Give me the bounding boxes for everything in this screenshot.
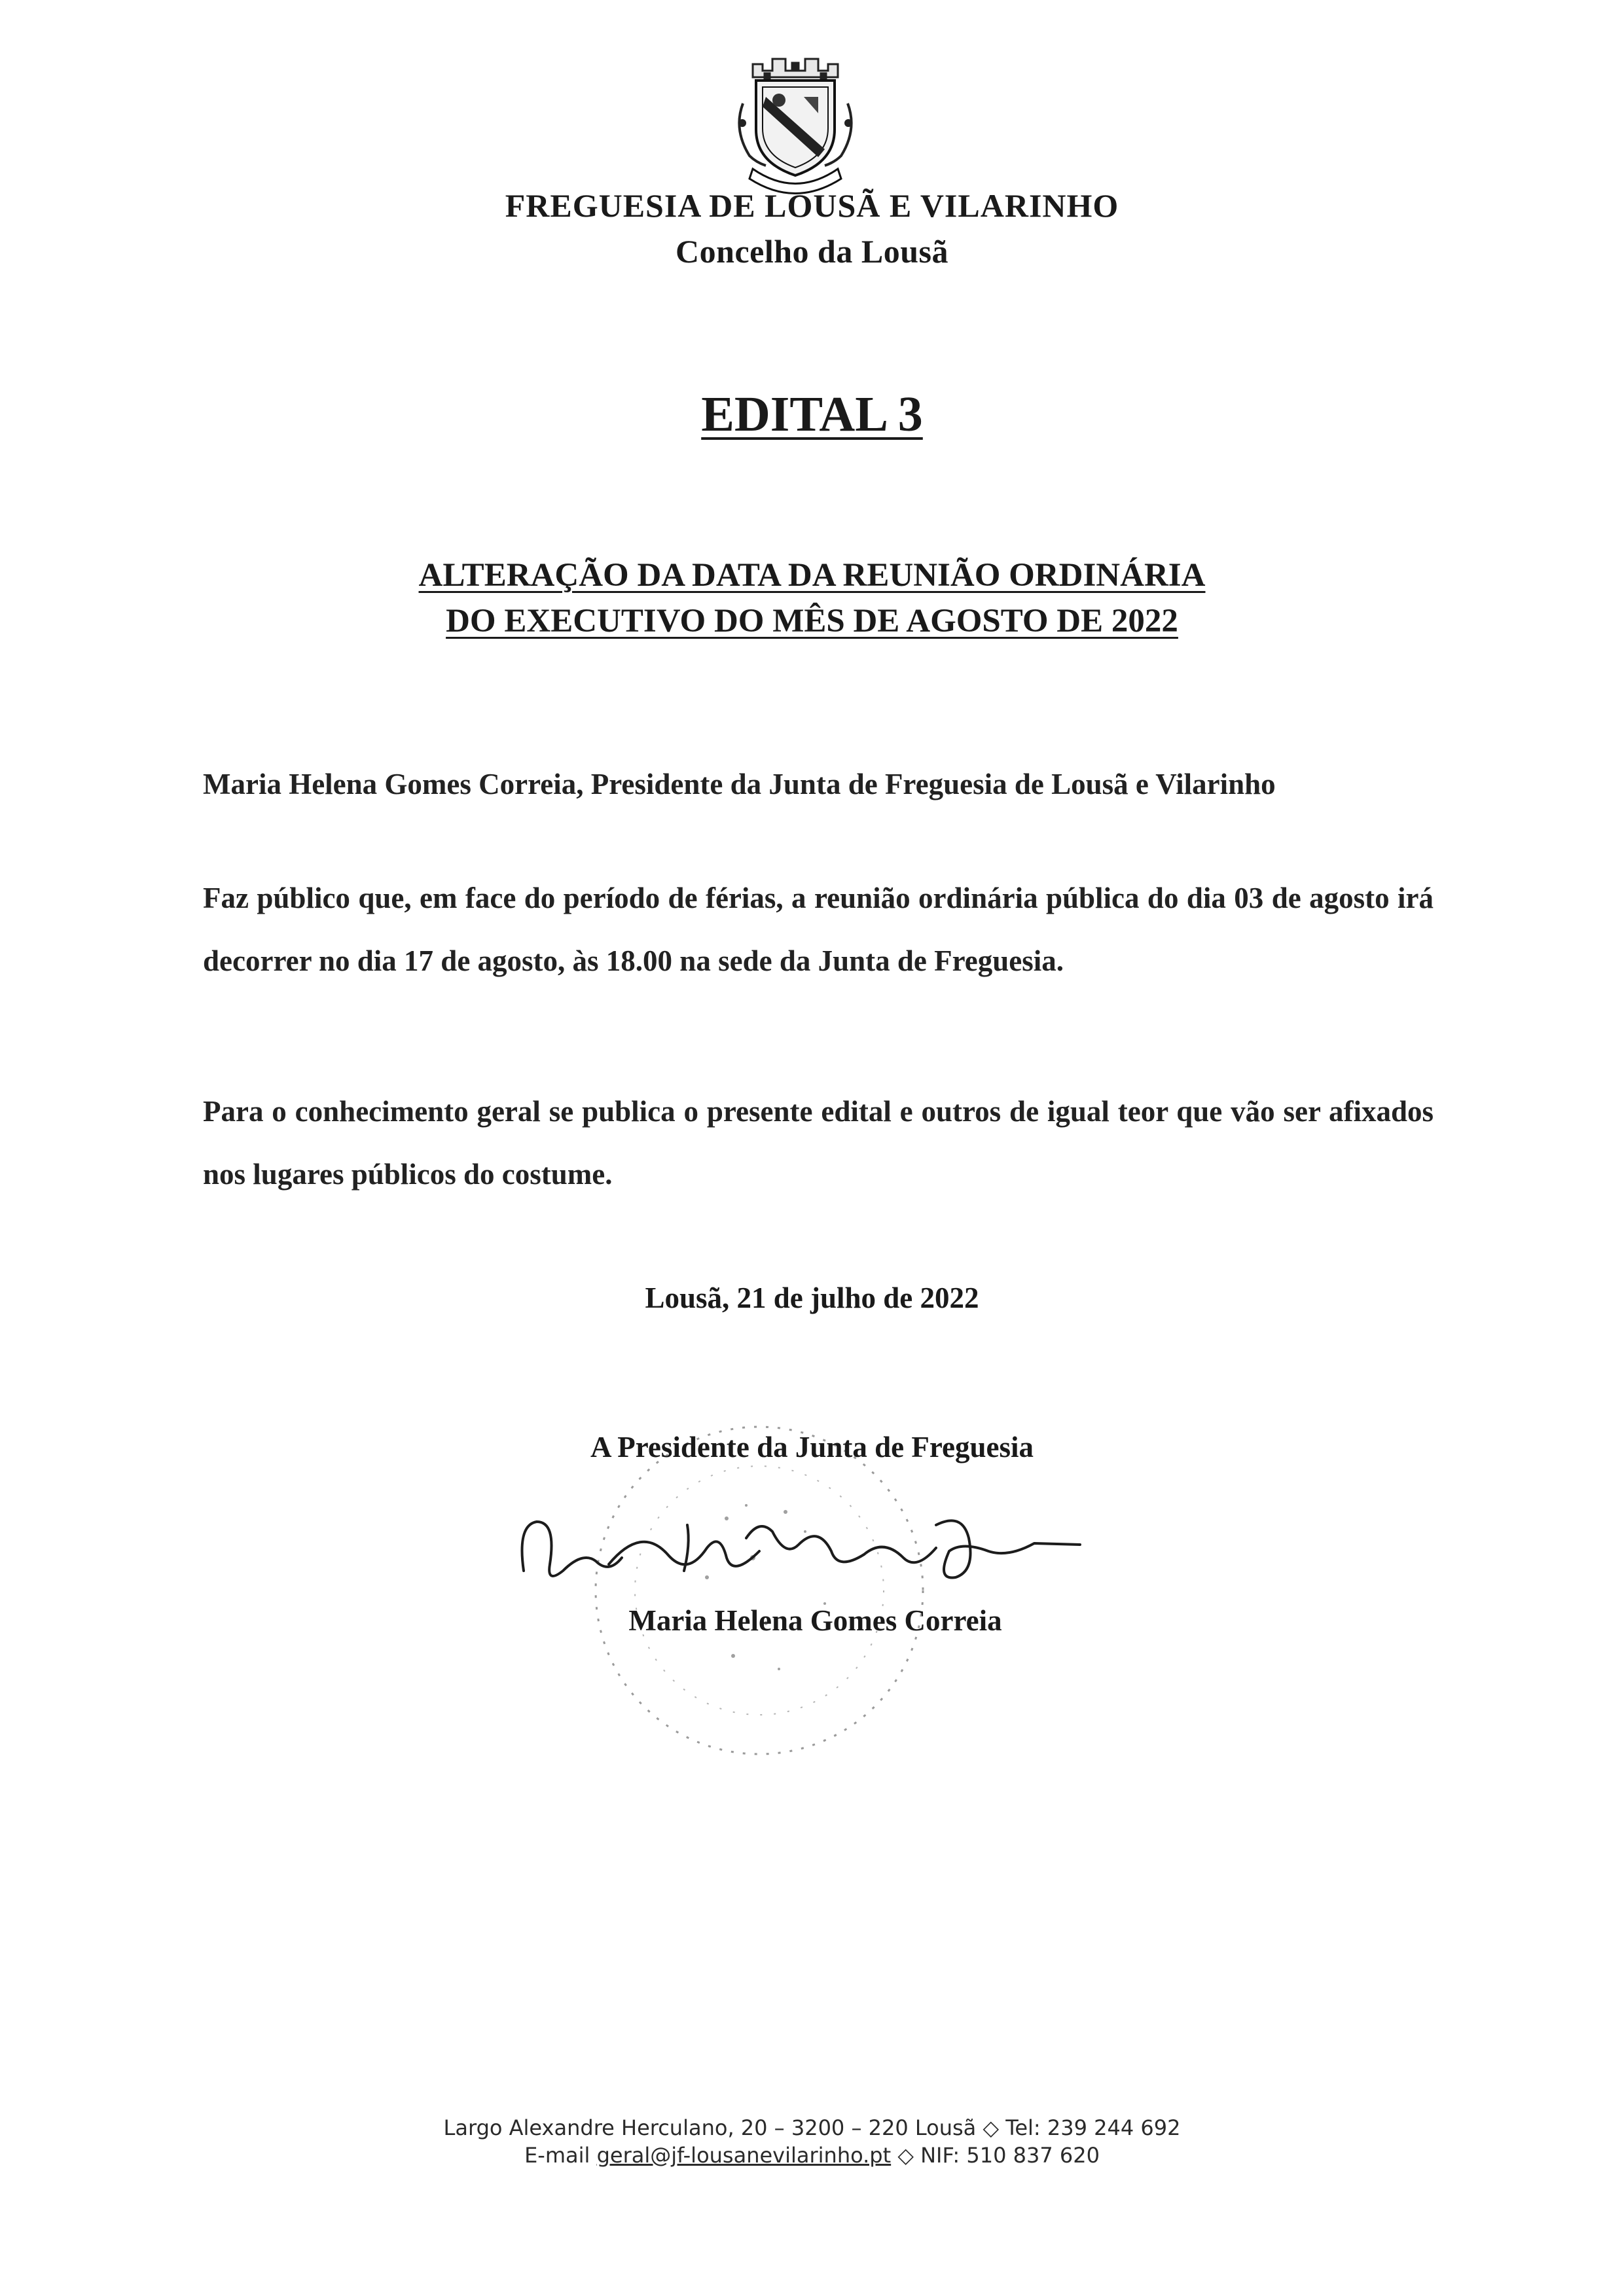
notice-paragraph: Faz público que, em face do período de férias, a reunião ordinária pública do dia 03 de agosto irá decorrer no dia 17 de agosto, às 18.00 na sede da Junta de Freguesia. xyxy=(203,882,1434,977)
document-title-text: EDITAL 3 xyxy=(701,387,923,442)
subject-line-2 xyxy=(0,602,1624,640)
footer-email-link[interactable]: geral@jf-lousanevilarinho.pt xyxy=(596,2143,892,2168)
footer-email-label: E-mail xyxy=(524,2143,590,2168)
subject-line-2-text: DO EXECUTIVO DO MÊS DE AGOSTO DE 2022 xyxy=(446,603,1178,639)
place-and-date: Lousã, 21 de julho de 2022 xyxy=(645,1282,979,1314)
footer-nif: ◇ NIF: 510 837 620 xyxy=(897,2143,1100,2168)
council-name: Concelho da Lousã xyxy=(676,233,948,270)
document-title xyxy=(0,386,1624,443)
subject-line-1 xyxy=(0,556,1624,594)
municipal-crest-icon xyxy=(727,51,864,202)
parish-name: FREGUESIA DE LOUSÃ E VILARINHO xyxy=(505,187,1119,224)
footer-contact xyxy=(0,2143,1624,2168)
publication-paragraph: Para o conhecimento geral se publica o presente edital e outros de igual teor que vão ser afixados nos lugares públicos do costume. xyxy=(203,1095,1434,1191)
signer-name: Maria Helena Gomes Correia xyxy=(628,1604,1002,1637)
subject-line-1-text: ALTERAÇÃO DA DATA DA REUNIÃO ORDINÁRIA xyxy=(418,557,1206,594)
declarant-line: Maria Helena Gomes Correia, Presidente da Junta de Freguesia de Lousã e Vilarinho xyxy=(203,768,1276,800)
signer-role: A Presidente da Junta de Freguesia xyxy=(590,1431,1034,1463)
footer-address: Largo Alexandre Herculano, 20 – 3200 – 220 Lousã ◇ Tel: 239 244 692 xyxy=(443,2115,1181,2140)
handwritten-signature xyxy=(511,1486,1087,1623)
